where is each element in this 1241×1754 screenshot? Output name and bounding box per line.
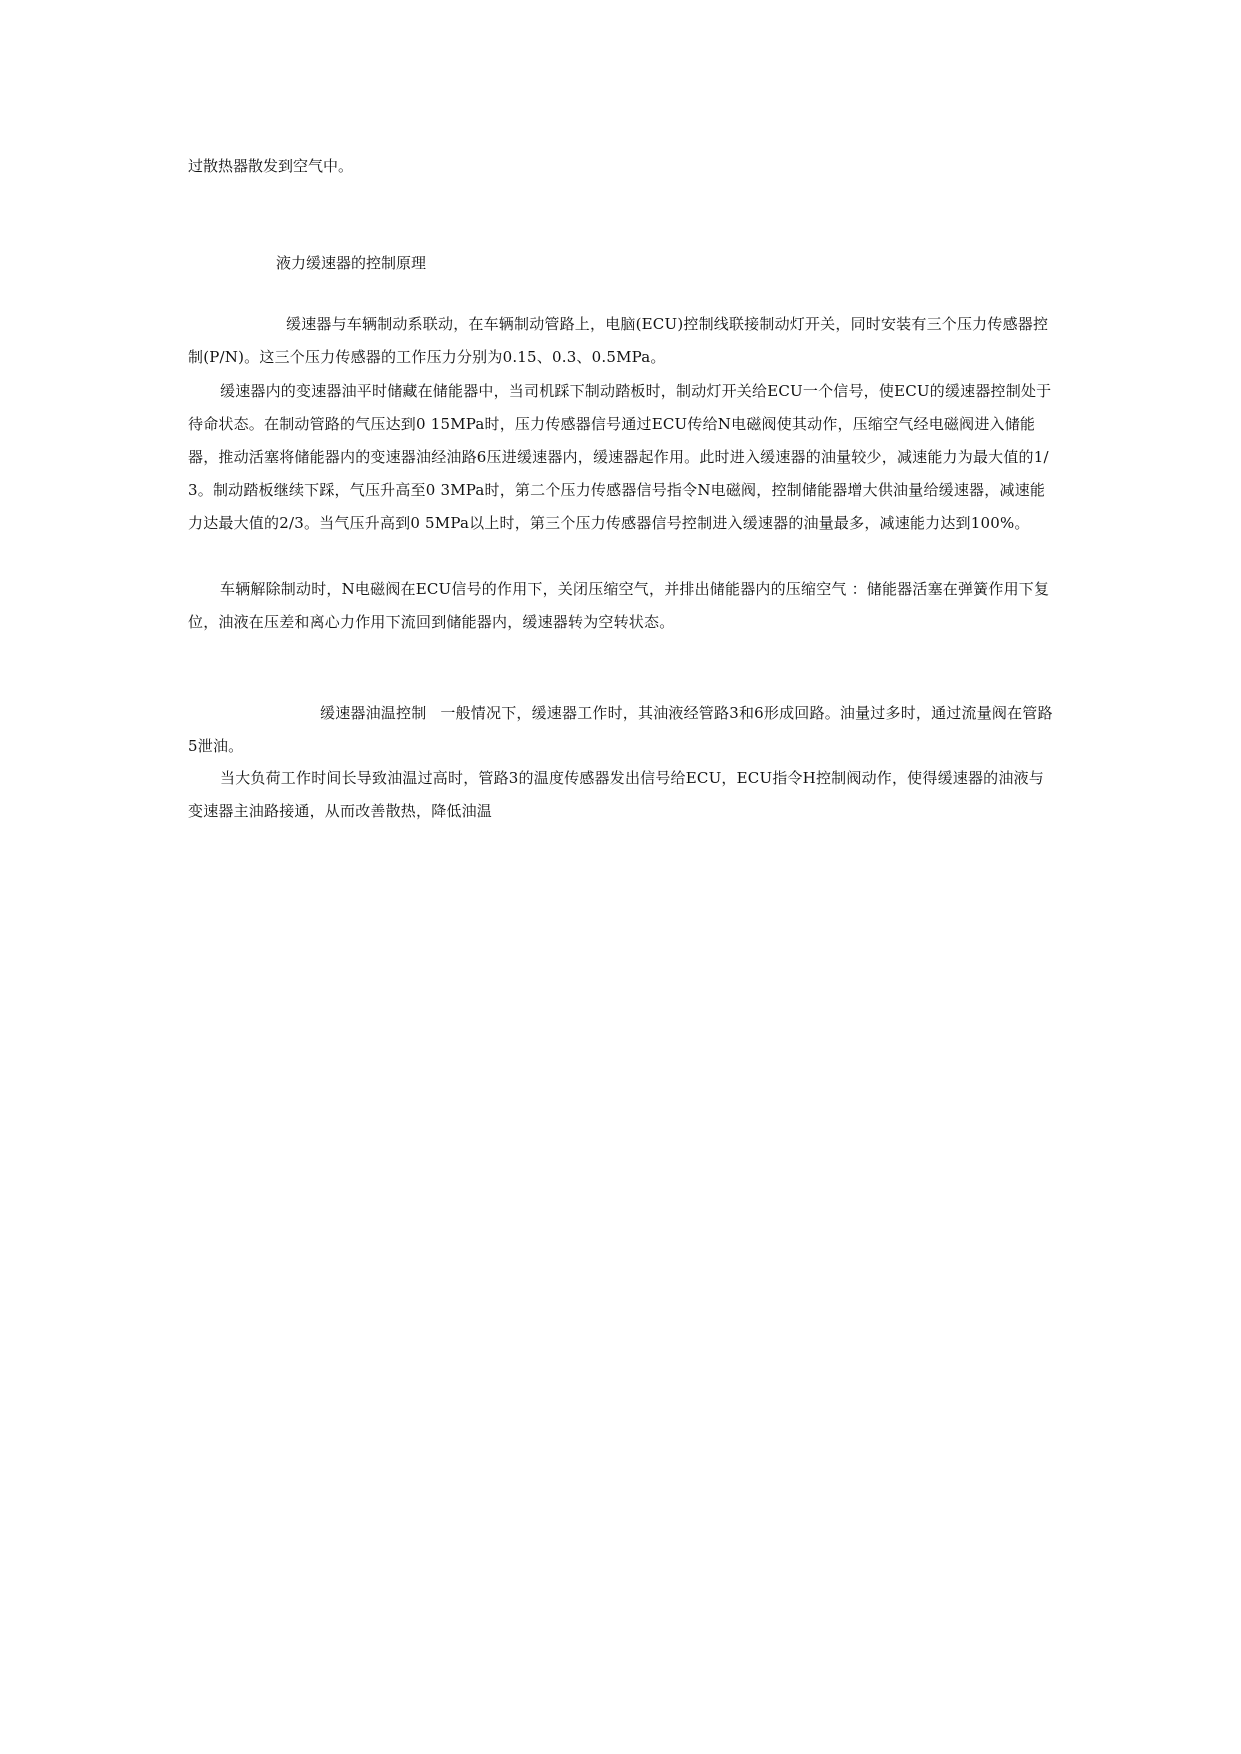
paragraph-standby: 缓速器内的变速器油平时储藏在储能器中，当司机踩下制动踏板时，制动灯开关给ECU一个信号，使ECU的缓速器控制处于待命状态。在制动管路的气压达到0 15MPa时，压力传感器信号通过ECU传给N电磁阀使其动作，压缩空气经电磁阀进入储能器，推动活塞将储能器内的变速器油经油路6压进缓速器内，缓速器起作用。此时进入缓速器的油量较少，减速能力为最大值的1/3。制动踏板继续下踩，气压升高至0 3MPa时，第二个压力传感器信号指令N电磁阀，控制储能器增大供油量给缓速器，减速能力达最大值的2/3。当气压升高到0 5MPa以上时，第三个压力传感器信号控制进入缓速器的油量最多，减速能力达到100%。 bbox=[188, 382, 1052, 532]
paragraph-oil-temp bbox=[188, 697, 1056, 763]
heading-oil-temp-control: 缓速器油温控制 bbox=[320, 704, 427, 722]
heading-control-principle: 液力缓速器的控制原理 bbox=[276, 254, 427, 272]
paragraph-linkage: 缓速器与车辆制动系联动，在车辆制动管路上，电脑(ECU)控制线联接制动灯开关，同时安装有三个压力传感器控制(P/N)。这三个压力传感器的工作压力分别为0.15、0.3、0.5MPa。 bbox=[188, 315, 1049, 366]
opening-line: 过散热器散发到空气中。 bbox=[188, 157, 354, 175]
paragraph-release: 车辆解除制动时，N电磁阀在ECU信号的作用下，关闭压缩空气，并排出储能器内的压缩空气 ：储能器活塞在弹簧作用下复位，油液在压差和离心力作用下流回到储能器内，缓速器转为空转状态。 bbox=[188, 580, 1050, 631]
oil-temp-body: 一般情况下，缓速器工作时，其油液经管路3和6形成回路。油量过多时，通过流量阀在管路5泄油。 bbox=[188, 704, 1053, 755]
paragraph-overheat: 当大负荷工作时间长导致油温过高时，管路3的温度传感器发出信号给ECU，ECU指令H控制阀动作，使得缓速器的油液与变速器主油路接通，从而改善散热，降低油温 bbox=[188, 769, 1044, 820]
